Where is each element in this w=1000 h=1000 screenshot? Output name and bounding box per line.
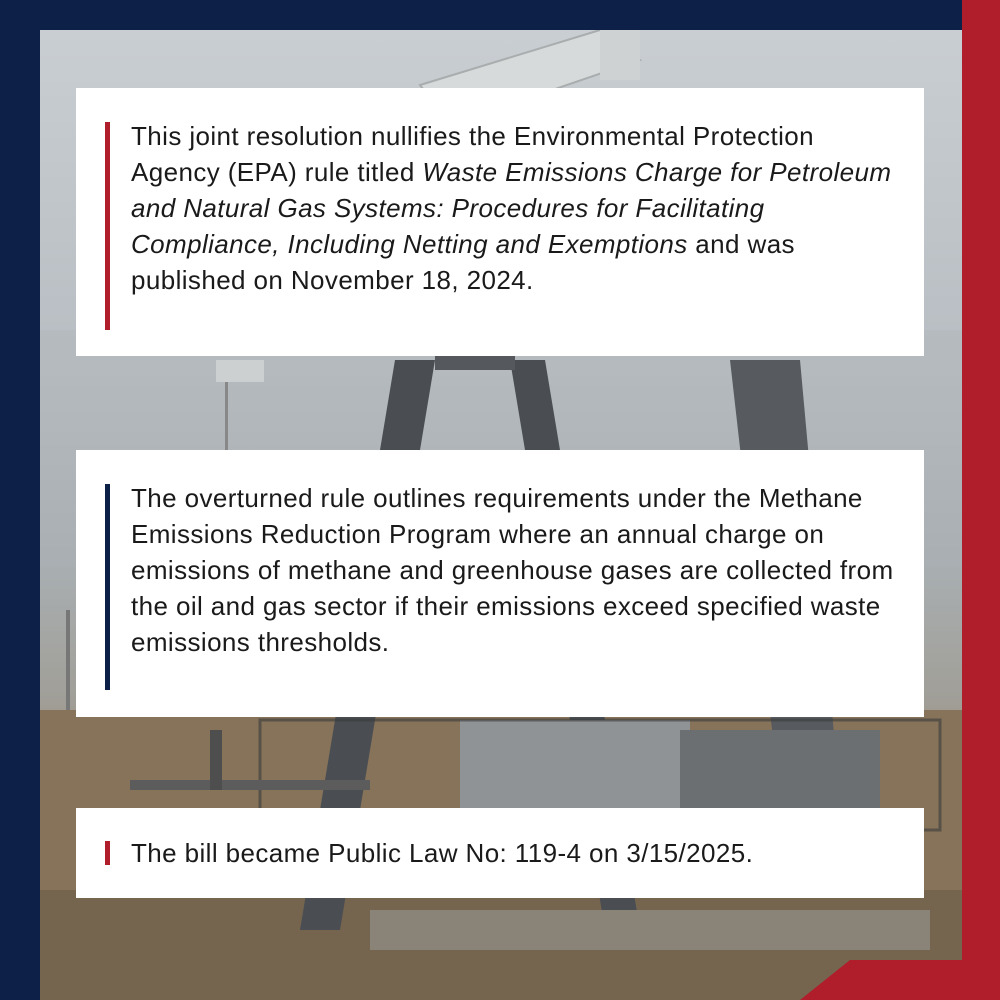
navy-border-left xyxy=(0,0,40,1000)
navy-corner-accent xyxy=(0,0,190,32)
navy-accent-bar xyxy=(105,484,110,690)
info-card-resolution xyxy=(76,88,924,356)
info-card-public-law xyxy=(76,808,924,898)
red-accent-bar xyxy=(105,122,110,330)
public-law-text: The bill became Public Law No: 119-4 on 3/15/2025. xyxy=(131,838,754,868)
rule-description-text: The overturned rule outlines requirements under the Methane Emissions Reduction Program where an annual charge on emissions of methane and greenhouse gases are collected from the oil and gas sector if their emissions exceed specified waste emissions thresholds. xyxy=(131,483,894,657)
red-border-right xyxy=(962,0,1000,1000)
resolution-outro: and was published on November 18, 2024. xyxy=(131,229,795,295)
rule-title: Waste Emissions Charge for Petroleum and Natural Gas Systems: Procedures for Facilitating Compliance, Including Netting and Exemptions xyxy=(131,157,892,259)
resolution-intro: This joint resolution nullifies the Environmental Protection Agency (EPA) rule titled xyxy=(131,121,815,187)
red-accent-bar xyxy=(105,841,110,865)
info-card-rule-description xyxy=(76,450,924,717)
resolution-text xyxy=(131,118,904,298)
